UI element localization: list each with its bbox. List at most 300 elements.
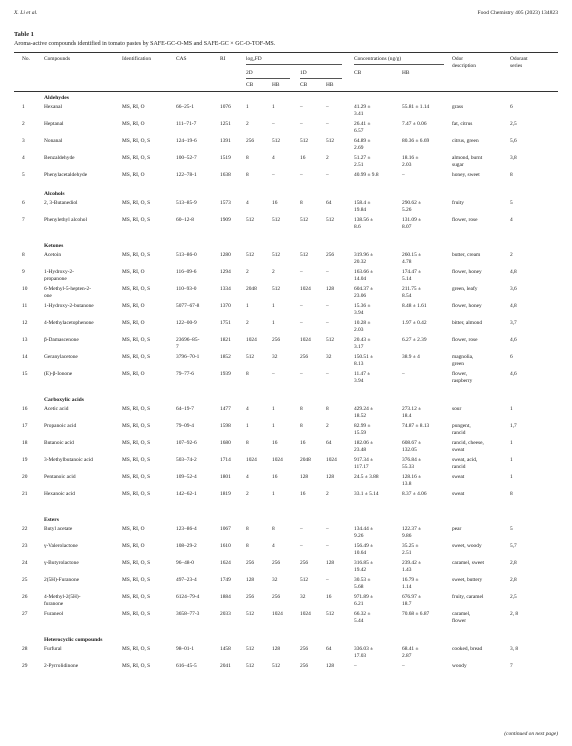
odorant-series: 2,8 [510, 560, 517, 566]
conc-hb: 6.27 ± 2.39 [402, 337, 427, 343]
fd-2d-hb: 1 [272, 303, 275, 309]
odorant-series: 2,5 [510, 121, 517, 127]
conc-hb: 676.97 ± [402, 594, 422, 600]
row-number: 14 [22, 354, 28, 360]
conc-hb: 80.36 ± 6.69 [402, 138, 430, 144]
odorant-series: 1,7 [510, 423, 517, 429]
odorant-series: 2,5 [510, 594, 517, 600]
fd-2d-hb: 512 [272, 138, 281, 144]
fd-1d-cb: 8 [300, 200, 303, 206]
conc-cb: 26.41 ± [354, 121, 371, 127]
header-2d-hb: HB [272, 82, 280, 88]
conc-cb: 18.52 [354, 413, 367, 419]
conc-hb: 13.8 [402, 481, 412, 487]
odorant-series: 3,6 [510, 286, 517, 292]
fd-2d-cb: 256 [246, 138, 255, 144]
conc-hb: 131.09 ± [402, 217, 422, 223]
conc-hb: 128.16 ± [402, 474, 422, 480]
conc-hb: 2.03 [402, 162, 412, 168]
odorant-series: 2 [510, 252, 513, 258]
conc-hb: 1.14 [402, 584, 412, 590]
cas-number: 111–71-7 [176, 121, 197, 127]
conc-cb: 14.04 [354, 276, 367, 282]
odor-description: flower, rose [452, 217, 478, 223]
conc-cb: 156.49 ± [354, 543, 374, 549]
odorant-series: 5 [510, 526, 513, 532]
fd-1d-cb: 2048 [300, 457, 311, 463]
fd-1d-cb: – [300, 121, 303, 127]
cas-number: 616–45-5 [176, 663, 197, 669]
conc-cb: 24.5 ± 3.88 [354, 474, 379, 480]
fd-1d-cb: – [300, 526, 303, 532]
conc-cb: 41.29 ± [354, 104, 371, 110]
odor-description: magnolia, [452, 354, 474, 360]
conc-cb: 5.44 [354, 618, 364, 624]
fd-2d-cb: 8 [246, 172, 249, 178]
odorant-series: 1 [510, 457, 513, 463]
conc-cb: 138.56 ± [354, 217, 374, 223]
fd-1d-cb: – [300, 172, 303, 178]
header-journal: Food Chemistry 405 (2023) 134823 [477, 10, 558, 16]
identification: MS, RI, O, S [122, 474, 151, 480]
fd-2d-cb: 2 [246, 491, 249, 497]
odor-description: sweat [452, 491, 465, 497]
cas-number: 123–86-4 [176, 526, 197, 532]
header-1d-cb: CB [300, 82, 308, 88]
conc-hb: – [402, 172, 405, 178]
cas-number: 503–74-2 [176, 457, 197, 463]
row-number: 18 [22, 440, 28, 446]
conc-hb: 132.05 [402, 447, 417, 453]
fd-2d-cb: 256 [246, 560, 255, 566]
row-number: 26 [22, 594, 28, 600]
conc-cb: 429.24 ± [354, 406, 374, 412]
odorant-series: 3, 8 [510, 646, 519, 652]
retention-index: 1610 [220, 543, 231, 549]
fd-2d-cb: 8 [246, 440, 249, 446]
cas-number: 3796–70-1 [176, 354, 200, 360]
compound-name: 6-Methyl-5-hepten-2- [44, 286, 92, 292]
conc-hb: 7.47 ± 0.06 [402, 121, 427, 127]
fd-2d-hb: 1 [272, 320, 275, 326]
retention-index: 1751 [220, 320, 231, 326]
row-number: 6 [22, 200, 25, 206]
row-number: 21 [22, 491, 28, 497]
fd-1d-hb: – [326, 121, 329, 127]
retention-index: 1819 [220, 491, 231, 497]
fd-2d-hb: – [272, 121, 275, 127]
fd-2d-hb: 32 [272, 577, 278, 583]
compound-name: Acetoin [44, 252, 62, 258]
fd-1d-hb: – [326, 371, 329, 377]
header-1d: 1D [300, 70, 307, 76]
conc-hb: 211.75 ± [402, 286, 421, 292]
odorant-series: 3,7 [510, 320, 517, 326]
header-concentrations: Concentrations (ng/g) [354, 56, 402, 62]
compound-name: Heptanal [44, 121, 64, 127]
row-number: 11 [22, 303, 28, 309]
retention-index: 1801 [220, 474, 231, 480]
fd-2d-hb: 1 [272, 491, 275, 497]
conc-cb: 163.66 ± [354, 269, 374, 275]
fd-2d-cb: 2 [246, 320, 249, 326]
identification: MS, RI, O [122, 269, 145, 275]
fd-1d-hb: – [326, 172, 329, 178]
row-number: 25 [22, 577, 28, 583]
fd-2d-cb: 1024 [246, 457, 257, 463]
odor-description: flower [452, 618, 467, 624]
fd-1d-hb: – [326, 526, 329, 532]
fd-1d-cb: 1024 [300, 611, 311, 617]
identification: MS, RI, O [122, 543, 145, 549]
conc-cb: 2.03 [354, 327, 364, 333]
identification: MS, RI, O, S [122, 217, 151, 223]
cas-number: 107–92-6 [176, 440, 197, 446]
row-number: 12 [22, 320, 28, 326]
identification: MS, RI, O [122, 320, 145, 326]
fd-1d-hb: 2 [326, 423, 329, 429]
section-title: Carboxylic acids [44, 397, 84, 403]
fd-2d-hb: – [272, 371, 275, 377]
identification: MS, RI, O [122, 526, 145, 532]
cas-number: 64–19-7 [176, 406, 194, 412]
retention-index: 1749 [220, 577, 231, 583]
identification: MS, RI, O, S [122, 611, 151, 617]
fd-2d-cb: 4 [246, 406, 249, 412]
odorant-series: 1 [510, 474, 513, 480]
conc-cb: 917.34 ± [354, 457, 374, 463]
fd-1d-hb: 128 [326, 663, 335, 669]
compound-name: 2, 3-Butanediol [44, 200, 78, 206]
fd-2d-hb: 256 [272, 560, 281, 566]
odor-description: woody [452, 663, 467, 669]
conc-cb: 10.28 ± [354, 320, 371, 326]
cas-number: 23696–85- [176, 337, 200, 343]
conc-hb: 376.84 ± [402, 457, 422, 463]
row-number: 16 [22, 406, 28, 412]
fd-1d-hb: 32 [326, 354, 332, 360]
fd-2d-hb: 4 [272, 543, 275, 549]
conc-hb: 260.15 ± [402, 252, 422, 258]
fd-1d-cb: 1024 [300, 286, 311, 292]
fd-1d-hb: 1024 [326, 457, 337, 463]
continued-note: (continued on next page) [504, 731, 558, 737]
conc-cb: 971.89 ± [354, 594, 374, 600]
retention-index: 1477 [220, 406, 231, 412]
identification: MS, RI, O, S [122, 337, 151, 343]
running-header [14, 10, 558, 16]
retention-index: 1391 [220, 138, 231, 144]
odor-description: green [452, 361, 464, 367]
conc-cb: 20.32 [354, 259, 367, 265]
odorant-series: 7 [510, 663, 513, 669]
identification: MS, RI, O, S [122, 138, 151, 144]
conc-cb: 20.43 ± [354, 337, 371, 343]
fd-1d-cb: 256 [300, 354, 309, 360]
compound-name: Pentanoic acid [44, 474, 76, 480]
fd-1d-hb: 64 [326, 646, 332, 652]
header-conc-hb: HB [402, 70, 410, 76]
row-number: 23 [22, 543, 28, 549]
compound-name: one [44, 293, 52, 299]
fd-1d-hb: – [326, 543, 329, 549]
retention-index: 2041 [220, 663, 231, 669]
compound-name: furanone [44, 601, 64, 607]
odor-description: almond, burnt [452, 155, 483, 161]
conc-cb: 11.47 ± [354, 371, 371, 377]
odor-description: rancid, cheese, [452, 440, 484, 446]
row-number: 13 [22, 337, 28, 343]
fd-2d-hb: 16 [272, 440, 278, 446]
compound-name: Butyl acetate [44, 526, 73, 532]
odorant-series: 4,6 [510, 337, 517, 343]
fd-1d-cb: 1024 [300, 337, 311, 343]
fd-1d-cb: – [300, 269, 303, 275]
odor-description: honey, sweet [452, 172, 480, 178]
compound-name: γ-Valerolactone [44, 543, 78, 549]
cas-number: 124–19-6 [176, 138, 197, 144]
compound-name: Butanoic acid [44, 440, 74, 446]
conc-cb: 319.96 ± [354, 252, 374, 258]
fd-1d-cb: 16 [300, 440, 306, 446]
identification: MS, RI, O, S [122, 560, 151, 566]
conc-cb: 2.51 [354, 162, 364, 168]
header-2d-cb: CB [246, 82, 254, 88]
identification: MS, RI, O, S [122, 155, 151, 161]
conc-hb: 74.87 ± 8.13 [402, 423, 430, 429]
fd-1d-hb: 256 [326, 252, 335, 258]
identification: MS, RI, O, S [122, 286, 151, 292]
fd-1d-hb: 8 [326, 406, 329, 412]
compound-name: Phenylacetaldehyde [44, 172, 88, 178]
conc-cb: 604.37 ± [354, 286, 374, 292]
retention-index: 1334 [220, 286, 231, 292]
odor-description: green, leafy [452, 286, 478, 292]
fd-2d-hb: 512 [272, 252, 281, 258]
fd-1d-cb: – [300, 320, 303, 326]
compound-name: 2(5H)-Furanone [44, 577, 80, 583]
header-identification: Identification [122, 56, 152, 62]
conc-hb: 9.86 [402, 533, 412, 539]
table-header-rule [14, 91, 558, 92]
cas-number: 122–00-9 [176, 320, 197, 326]
2d-rule [246, 78, 290, 79]
conc-cb: 30.53 ± [354, 577, 371, 583]
compound-name: Propanoic acid [44, 423, 77, 429]
conc-cb: 6.21 [354, 601, 364, 607]
conc-hb: 16.79 ± [402, 577, 419, 583]
odorant-series: 6 [510, 354, 513, 360]
row-number: 9 [22, 269, 25, 275]
conc-hb: 8.07 [402, 224, 412, 230]
fd-1d-hb: 512 [326, 217, 335, 223]
compound-name: Nonanal [44, 138, 63, 144]
odorant-series: 2, 8 [510, 611, 519, 617]
cas-number: 96–48-0 [176, 560, 194, 566]
concentrations-rule [354, 64, 444, 65]
fd-2d-cb: 8 [246, 155, 249, 161]
cas-number: 79–77-6 [176, 371, 194, 377]
conc-hb: 55.81 ± 1.14 [402, 104, 430, 110]
retention-index: 1573 [220, 200, 231, 206]
fd-1d-cb: 512 [300, 577, 309, 583]
fd-2d-hb: 8 [272, 526, 275, 532]
conc-cb: 134.44 ± [354, 526, 374, 532]
section-title: Aldehydes [44, 95, 69, 101]
conc-hb: 8.37 ± 4.06 [402, 491, 427, 497]
odorant-series: 4,8 [510, 269, 517, 275]
fd-1d-hb: 2 [326, 491, 329, 497]
fd-2d-cb: 4 [246, 474, 249, 480]
conc-cb: 336.03 ± [354, 646, 374, 652]
retention-index: 1251 [220, 121, 231, 127]
retention-index: 1909 [220, 217, 231, 223]
fd-2d-hb: 512 [272, 663, 281, 669]
conc-cb: 19.84 [354, 207, 367, 213]
fd-2d-cb: 2048 [246, 286, 257, 292]
fd-1d-hb: 512 [326, 611, 335, 617]
fd-2d-hb: 256 [272, 337, 281, 343]
conc-hb: 8.54 [402, 293, 412, 299]
cas-number: 109–52-4 [176, 474, 197, 480]
conc-hb: 608.67 ± [402, 440, 422, 446]
fd-1d-hb: 64 [326, 440, 332, 446]
odor-description: raspberry [452, 378, 473, 384]
fd-2d-hb: 1 [272, 104, 275, 110]
section-title: Heterocyclic compounds [44, 637, 103, 643]
log2fd-rule [246, 64, 342, 65]
conc-hb: 290.62 ± [402, 200, 422, 206]
conc-cb: 9.26 [354, 533, 364, 539]
conc-hb: 35.25 ± [402, 543, 419, 549]
fd-2d-cb: 8 [246, 543, 249, 549]
odor-description: rancid [452, 430, 466, 436]
cas-number: 122–78-1 [176, 172, 197, 178]
header-cas: CAS [176, 56, 187, 62]
compound-name: 1-Hydroxy-2-butanone [44, 303, 94, 309]
compound-name: Geranylacetone [44, 354, 78, 360]
row-number: 24 [22, 560, 28, 566]
odorant-series: 3,8 [510, 155, 517, 161]
conc-cb: 8.13 [354, 361, 364, 367]
conc-hb: 18.4 [402, 413, 412, 419]
fd-2d-hb: 16 [272, 474, 278, 480]
odor-description: flower, rose [452, 337, 478, 343]
retention-index: 1294 [220, 269, 231, 275]
identification: MS, RI, O, S [122, 423, 151, 429]
odor-description: fat, citrus [452, 121, 473, 127]
compound-name: Hexanoic acid [44, 491, 75, 497]
header-no: No. [22, 56, 30, 62]
fd-1d-hb: – [326, 269, 329, 275]
row-number: 19 [22, 457, 28, 463]
conc-cb: 23.06 [354, 293, 367, 299]
conc-cb: 117.17 [354, 464, 369, 470]
fd-1d-hb: – [326, 303, 329, 309]
identification: MS, RI, O [122, 104, 145, 110]
odor-description: flower, honey [452, 269, 482, 275]
fd-1d-hb: 128 [326, 474, 335, 480]
conc-cb: 2.69 [354, 145, 364, 151]
odorant-series: 8 [510, 172, 513, 178]
conc-hb: 4.78 [402, 259, 412, 265]
compound-name: Benzaldehyde [44, 155, 75, 161]
conc-hb: 55.33 [402, 464, 415, 470]
retention-index: 1519 [220, 155, 231, 161]
conc-hb: 5.14 [402, 276, 412, 282]
fd-2d-hb: 512 [272, 286, 281, 292]
fd-1d-hb: 512 [326, 337, 335, 343]
row-number: 1 [22, 104, 25, 110]
conc-hb: 38.9 ± 4 [402, 354, 420, 360]
fd-1d-cb: 512 [300, 138, 309, 144]
cas-number: 110–93-0 [176, 286, 197, 292]
conc-cb: 82.99 ± [354, 423, 371, 429]
odor-description: fruity [452, 200, 464, 206]
cas-number: 142–62-1 [176, 491, 197, 497]
fd-1d-hb: 16 [326, 594, 332, 600]
fd-2d-cb: 1024 [246, 337, 257, 343]
fd-1d-cb: – [300, 371, 303, 377]
identification: MS, RI, O [122, 303, 145, 309]
fd-1d-cb: – [300, 303, 303, 309]
odor-description: sugar [452, 162, 464, 168]
identification: MS, RI, O, S [122, 440, 151, 446]
section-title: Alcohols [44, 191, 65, 197]
fd-2d-cb: 512 [246, 663, 255, 669]
fd-1d-hb: 128 [326, 560, 335, 566]
cas-number: 5077–67-8 [176, 303, 200, 309]
cas-number: 116–09-6 [176, 269, 197, 275]
identification: MS, RI, O [122, 121, 145, 127]
odorant-series: 1 [510, 440, 513, 446]
header-2d: 2D [246, 70, 253, 76]
cas-number: 79–09-4 [176, 423, 194, 429]
conc-hb: 174.47 ± [402, 269, 422, 275]
row-number: 15 [22, 371, 28, 377]
fd-2d-cb: 128 [246, 577, 255, 583]
retention-index: 1598 [220, 423, 231, 429]
table-top-rule [14, 52, 558, 53]
row-number: 22 [22, 526, 28, 532]
retention-index: 1280 [220, 252, 231, 258]
conc-hb: 5.26 [402, 207, 412, 213]
fd-2d-cb: 4 [246, 200, 249, 206]
header-1d-hb: HB [326, 82, 334, 88]
conc-hb: 122.37 ± [402, 526, 422, 532]
identification: MS, RI, O, S [122, 200, 151, 206]
fd-2d-hb: 2 [272, 269, 275, 275]
fd-2d-cb: 512 [246, 354, 255, 360]
conc-cb: 150.51 ± [354, 354, 374, 360]
cas-number: 100–52-7 [176, 155, 197, 161]
conc-cb: 5.68 [354, 584, 364, 590]
header-ri: RI [220, 56, 226, 62]
fd-1d-cb: 256 [300, 646, 309, 652]
retention-index: 1638 [220, 172, 231, 178]
header-compounds: Compounds [44, 56, 71, 62]
compound-name: Phenylethyl alcohol [44, 217, 87, 223]
cas-number: 108–29-2 [176, 543, 197, 549]
row-number: 17 [22, 423, 28, 429]
conc-cb: 51.27 ± [354, 155, 371, 161]
compound-name: 4-Methylacetophenone [44, 320, 94, 326]
fd-2d-cb: 8 [246, 526, 249, 532]
identification: MS, RI, O, S [122, 457, 151, 463]
section-title: Esters [44, 517, 59, 523]
odor-description: butter, cream [452, 252, 481, 258]
conc-cb: 316.85 ± [354, 560, 374, 566]
